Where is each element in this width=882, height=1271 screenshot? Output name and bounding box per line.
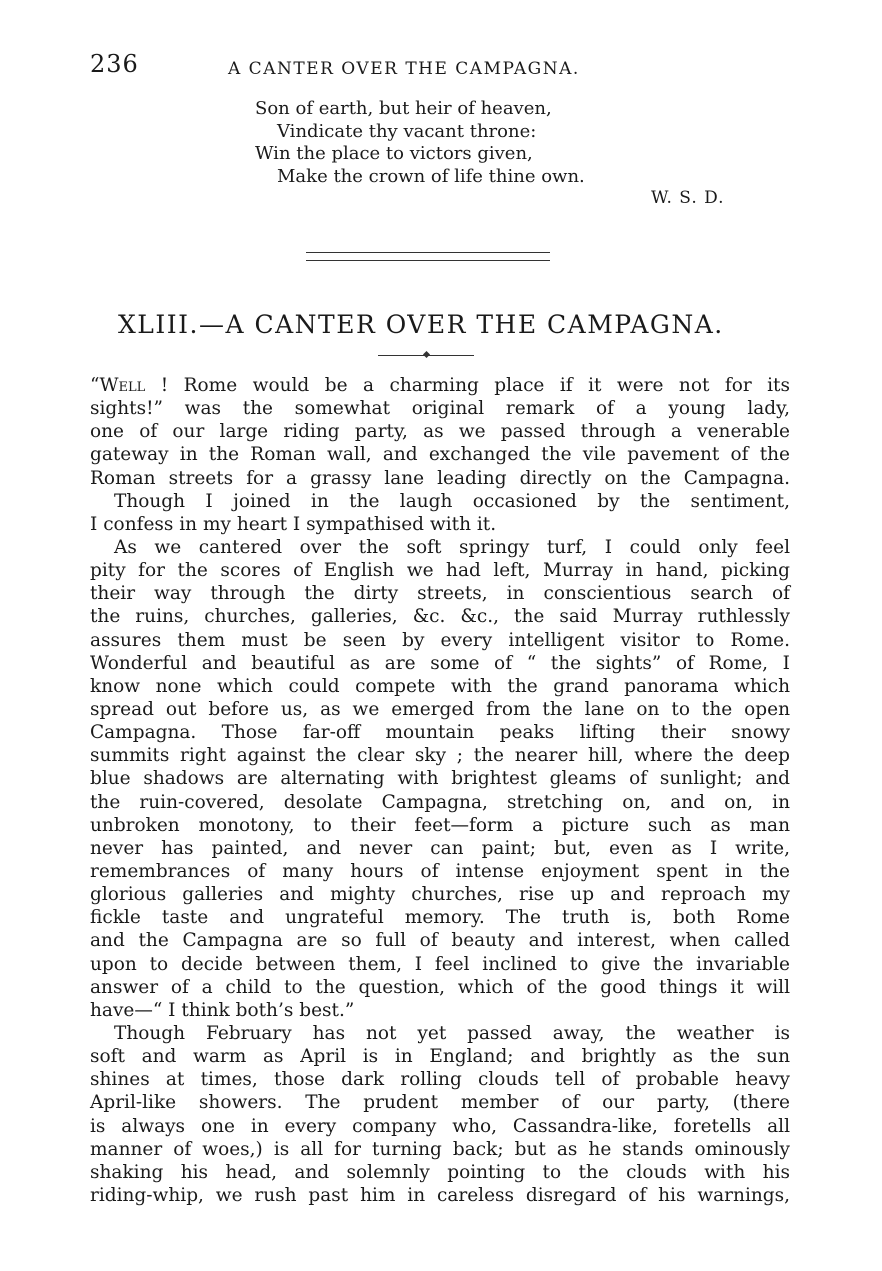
text-line: their way through the dirty streets, in conscientious search of xyxy=(90,583,790,605)
text-line: summits right against the clear sky ; the nearer hill, where the deep xyxy=(90,745,790,767)
text-line: pity for the scores of English we had left, Murray in hand, picking xyxy=(90,560,790,582)
text-line: and the Campagna are so full of beauty and interest, when called xyxy=(90,930,790,952)
text-line: April-like showers. The prudent member of our party, (there xyxy=(90,1092,790,1114)
text-line: the ruin-covered, desolate Campagna, stretching on, and on, in xyxy=(90,791,790,813)
text-line: answer of a child to the question, which of the good things it will xyxy=(90,976,790,998)
text-line: glorious galleries and mighty churches, rise up and reproach my xyxy=(90,884,790,906)
text-line: I confess in my heart I sympathised with it. xyxy=(90,513,497,535)
poem xyxy=(255,98,655,188)
opening-quote: “ xyxy=(90,375,100,396)
text-line: Campagna. Those far-off mountain peaks lifting their snowy xyxy=(90,722,790,744)
text-line: manner of woes,) is all for turning back; but as he stands ominously xyxy=(90,1138,790,1160)
poem-line: Make the crown of life thine own. xyxy=(277,165,585,187)
page-number: 236 xyxy=(90,50,139,78)
opening-word: Well xyxy=(99,375,146,396)
text-line: gateway in the Roman wall, and exchanged the vile pavement of the xyxy=(90,444,790,466)
text-line: is always one in every company who, Cassandra-like, foretells all xyxy=(90,1115,790,1137)
text-line: upon to decide between them, I feel inclined to give the invariable xyxy=(90,953,790,975)
poem-line: Vindicate thy vacant throne: xyxy=(277,120,537,142)
text-line: assures them must be seen by every intelligent visitor to Rome. xyxy=(90,629,790,651)
text-line: never has painted, and never can paint; but, even as I write, xyxy=(90,837,790,859)
text-line: unbroken monotony, to their feet—form a picture such as man xyxy=(90,814,790,836)
text-line: Though February has not yet passed away, the weather is xyxy=(114,1022,790,1044)
text-line: riding-whip, we rush past him in careless disregard of his warnings, xyxy=(90,1184,790,1206)
text-line: one of our large riding party, as we passed through a venerable xyxy=(90,421,790,443)
body-text xyxy=(90,374,790,1207)
text-line: spread out before us, as we emerged from the lane on to the open xyxy=(90,698,790,720)
poem-line: Son of earth, but heir of heaven, xyxy=(255,98,552,119)
section-divider xyxy=(306,252,550,261)
text-line: As we cantered over the soft springy turf, I could only feel xyxy=(114,536,790,558)
page-header xyxy=(90,50,790,90)
text-line: Though I joined in the laugh occasioned by the sentiment, xyxy=(114,490,790,512)
text-line: the ruins, churches, galleries, &c. &c., the said Murray ruthlessly xyxy=(90,606,790,628)
text-line: shaking his head, and solemnly pointing to the clouds with his xyxy=(90,1161,790,1183)
text-line: shines at times, those dark rolling clouds tell of probable heavy xyxy=(90,1069,790,1091)
text-line xyxy=(90,374,790,397)
poem-line: Win the place to victors given, xyxy=(255,143,533,164)
title-ornament-diamond xyxy=(423,351,430,358)
text-line: soft and warm as April is in England; and brightly as the sun xyxy=(90,1046,790,1068)
text-line: blue shadows are alternating with brightest gleams of sunlight; and xyxy=(90,768,790,790)
text-line: sights!” was the somewhat original remark of a young lady, xyxy=(90,398,790,420)
text-line: Roman streets for a grassy lane leading directly on the Campagna. xyxy=(90,467,790,489)
text-line: remembrances of many hours of intense enjoyment spent in the xyxy=(90,860,790,882)
running-head: A CANTER OVER THE CAMPAGNA. xyxy=(228,59,580,79)
text-line: Wonderful and beautiful as are some of “ the sights” of Rome, I xyxy=(90,652,790,674)
chapter-title: XLIII.—A CANTER OVER THE CAMPAGNA. xyxy=(118,310,724,339)
poem-signature: W. S. D. xyxy=(651,188,725,208)
text-line: know none which could compete with the grand panorama which xyxy=(90,675,790,697)
text-line: have—“ I think both’s best.” xyxy=(90,999,355,1021)
text-line-rest: ! Rome would be a charming place if it were not for its xyxy=(145,375,790,396)
text-line: fickle taste and ungrateful memory. The truth is, both Rome xyxy=(90,907,790,929)
